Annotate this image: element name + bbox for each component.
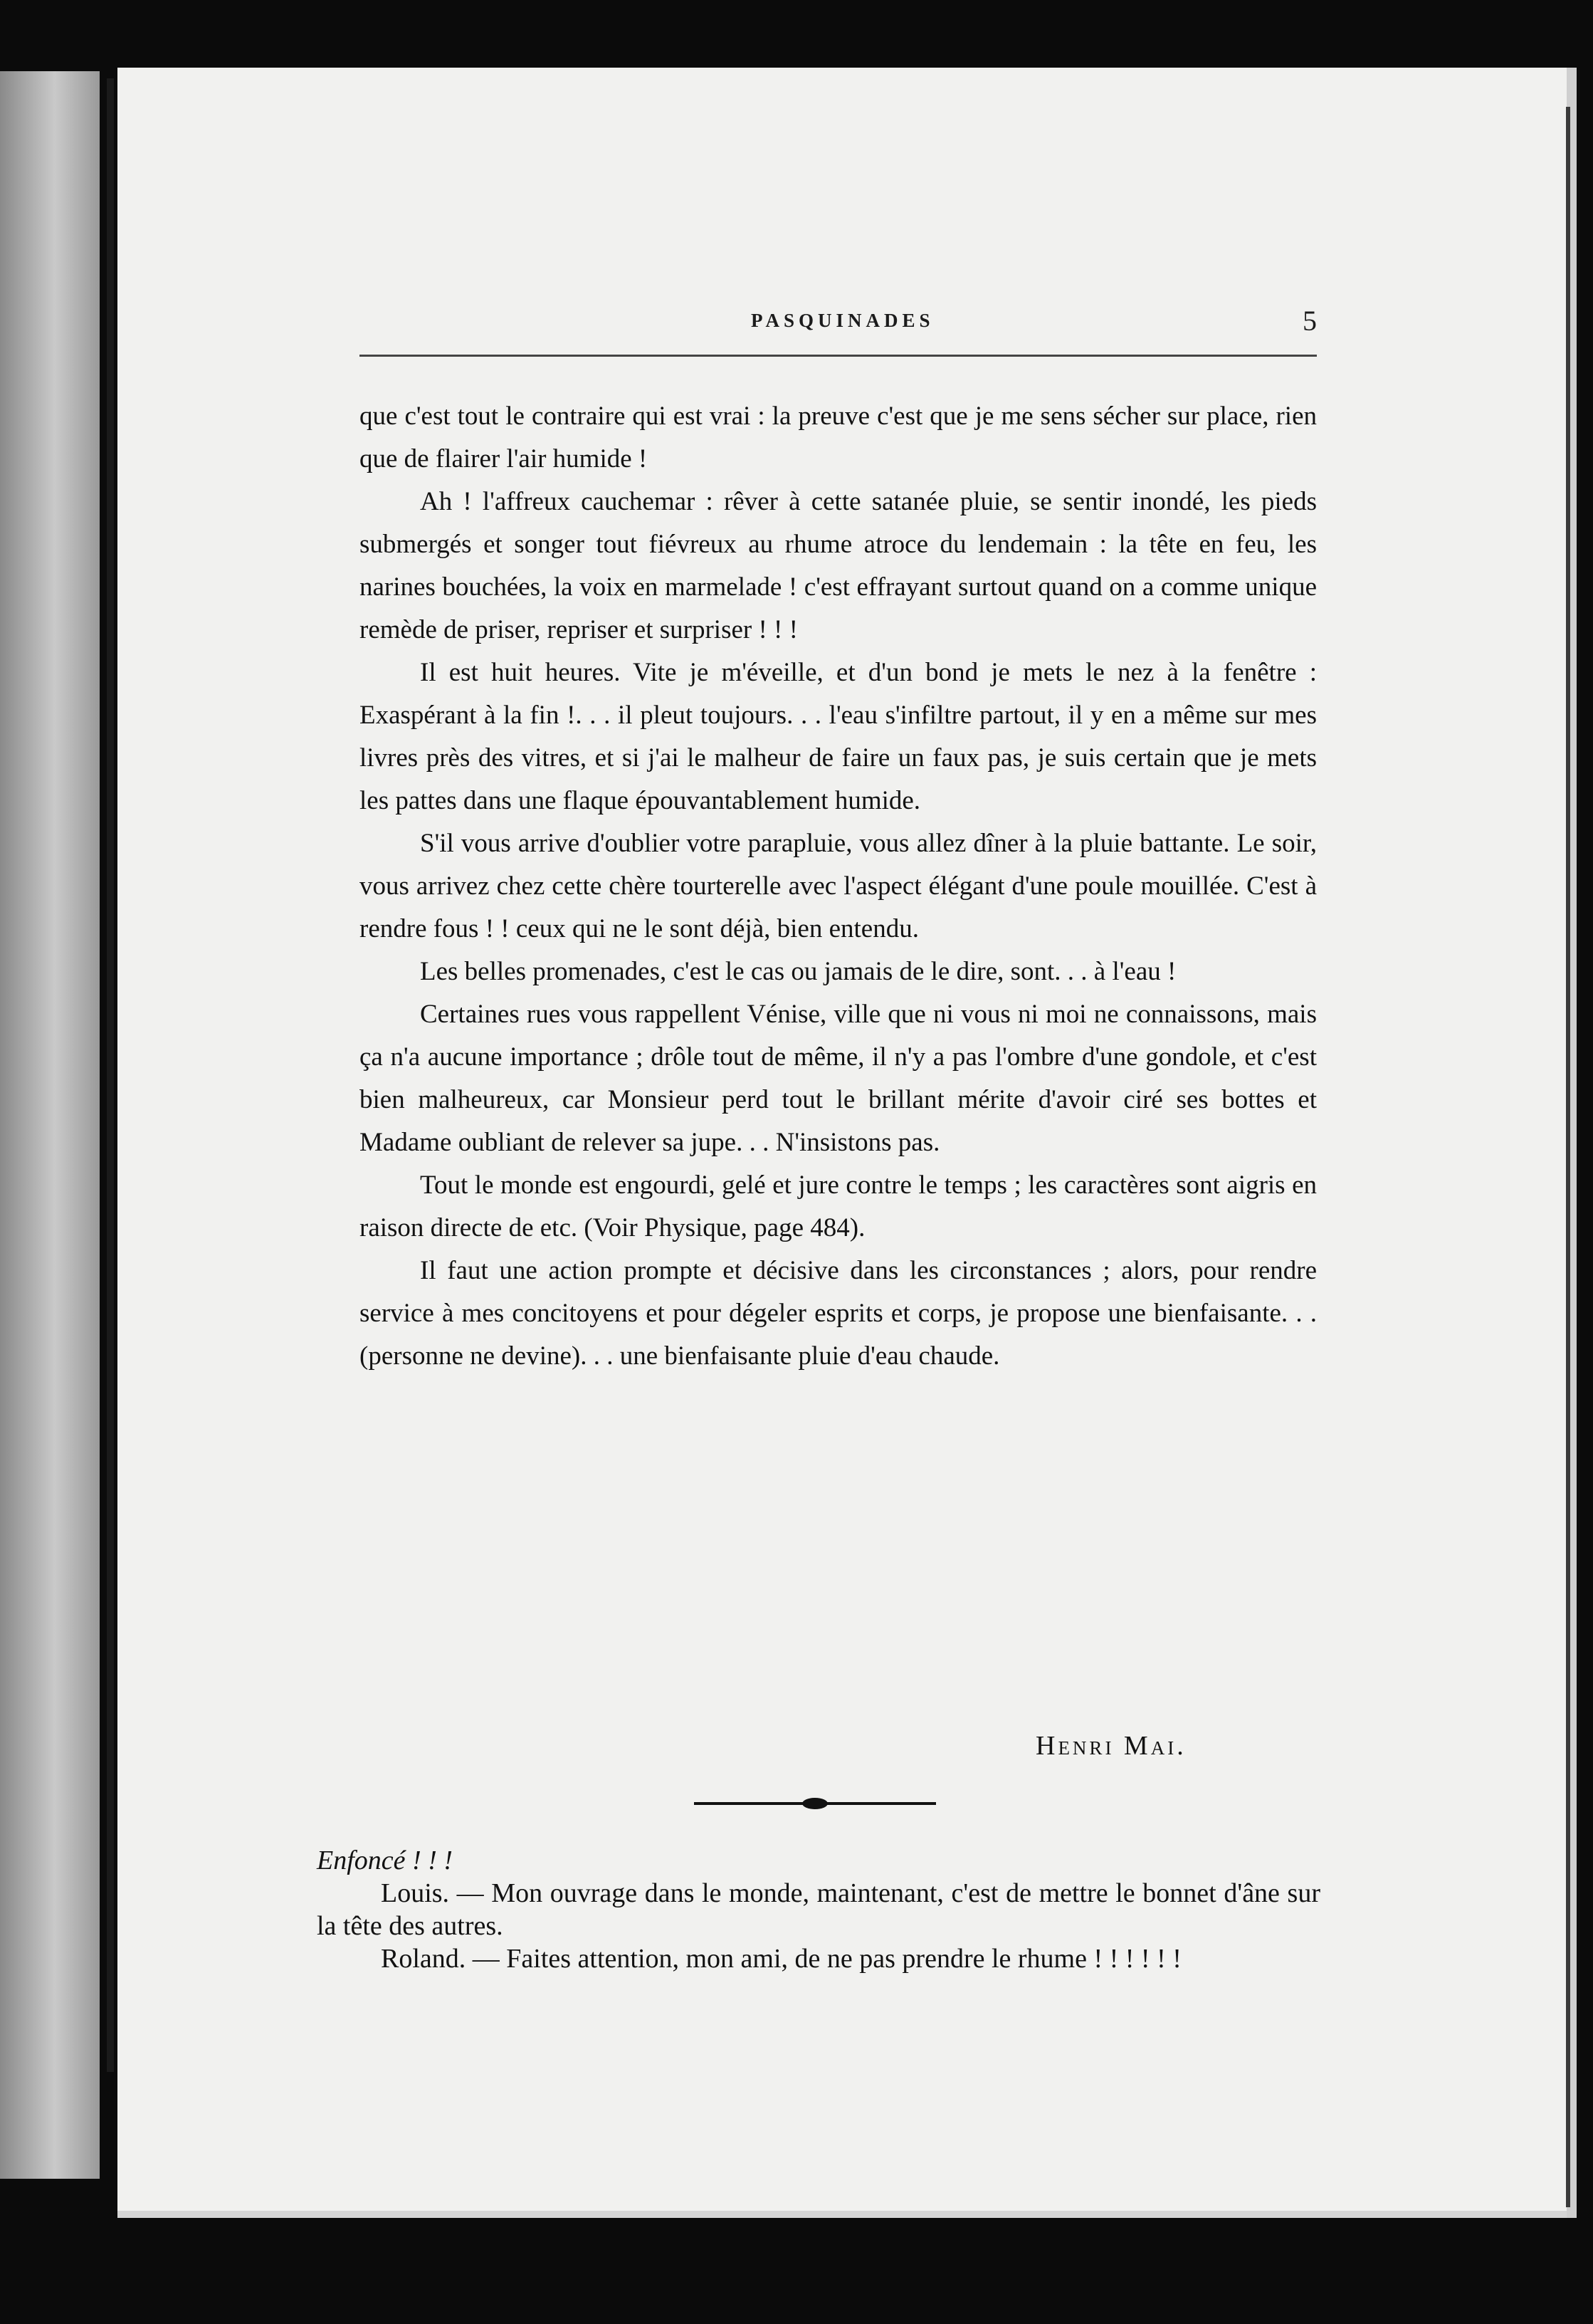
paragraph: que c'est tout le contraire qui est vrai : la preuve c'est que je me sens sécher sur place, rien que de flairer l'air humide ! [359,402,1317,473]
page-number: 5 [1303,305,1317,337]
header-rule [359,355,1317,357]
binding-shadow [107,78,114,2072]
paragraph: Les belles promenades, c'est le cas ou jamais de le dire, sont. . . à l'eau ! [420,957,1177,986]
paragraph: Certaines rues vous rappellent Vénise, ville que ni vous ni moi ne connaissons, mais ça n'a aucune importance ; drôle tout de même, il n'y a pas l'ombre d'une gondole, et c'est bien malheureux, car Monsieur perd tout le brillant mérite d'avoir ciré ses bottes et Madame oubliant de relever sa jupe. . . N'insistons pas. [359,1000,1317,1157]
page-header [359,305,1317,352]
joke-line: Louis. — Mon ouvrage dans le monde, maintenant, c'est de mettre le bonnet d'âne sur la tête des autres. [317,1878,1320,1941]
paragraph: S'il vous arrive d'oublier votre parapluie, vous allez dîner à la pluie battante. Le soir, vous arrivez chez cette chère tourterelle avec l'aspect élégant d'une poule mouillée. C'est à rendre fous ! ! ceux qui ne le sont déjà, bien entendu. [359,829,1317,943]
article-body [359,395,1317,1378]
paragraph: Il faut une action prompte et décisive dans les circonstances ; alors, pour rendre service à mes concitoyens et pour dégeler esprits et corps, je propose une bienfaisante. . . (personne ne devine). . . une bienfaisante pluie d'eau chaude. [359,1256,1317,1371]
previous-page-edge [0,71,100,2179]
paragraph: Il est huit heures. Vite je m'éveille, et d'un bond je mets le nez à la fenêtre : Exaspérant à la fin !. . . il pleut toujours. . . l'eau s'infiltre partout, il y en a même sur mes livres près des vitres, et si j'ai le malheur de faire un faux pas, je suis certain que je mets les pattes dans une flaque épouvantablement humide. [359,658,1317,815]
paragraph: Ah ! l'affreux cauchemar : rêver à cette satanée pluie, se sentir inondé, les pieds submergés et songer tout fiévreux au rhume atroce du lendemain : la tête en feu, les narines bouchées, la voix en marmelade ! c'est effrayant surtout quand on a comme unique remède de priser, repriser et surpriser ! ! ! [359,487,1317,644]
running-title: PASQUINADES [751,310,935,331]
ornament-center [802,1798,828,1809]
joke-section [317,1844,1320,1975]
joke-line: Roland. — Faites attention, mon ami, de ne pas prendre le rhume ! ! ! ! ! ! [381,1944,1182,1974]
page-edge-rule [1566,107,1570,2207]
joke-title: Enfoncé ! ! ! [317,1846,453,1875]
paragraph: Tout le monde est engourdi, gelé et jure contre le temps ; les caractères sont aigris en raison directe de etc. (Voir Physique, page 484). [359,1171,1317,1242]
section-ornament [694,1798,936,1808]
author-signature: Henri Mai. [1036,1731,1187,1761]
